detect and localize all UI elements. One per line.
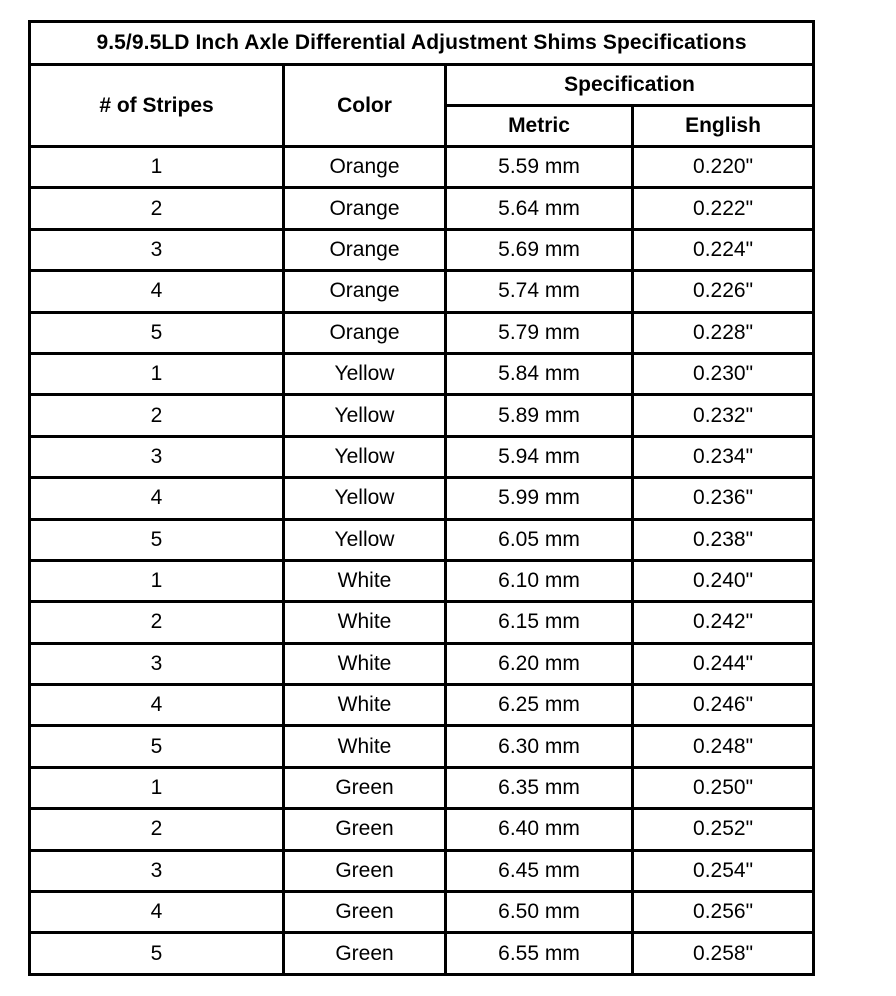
cell-stripes: 3: [30, 436, 284, 477]
table-row: [30, 188, 814, 229]
cell-stripes: 1: [30, 560, 284, 601]
cell-stripes: 3: [30, 229, 284, 270]
cell-english: 0.258": [633, 933, 814, 975]
cell-color: Yellow: [284, 395, 446, 436]
cell-color: Yellow: [284, 353, 446, 394]
cell-english: 0.230": [633, 353, 814, 394]
cell-color: White: [284, 560, 446, 601]
cell-english: 0.222": [633, 188, 814, 229]
cell-metric: 5.94 mm: [446, 436, 633, 477]
table-title: 9.5/9.5LD Inch Axle Differential Adjustment Shims Specifications: [30, 22, 814, 65]
cell-english: 0.224": [633, 229, 814, 270]
cell-metric: 6.45 mm: [446, 850, 633, 891]
cell-stripes: 1: [30, 353, 284, 394]
cell-color: White: [284, 726, 446, 767]
cell-color: Orange: [284, 312, 446, 353]
cell-metric: 5.64 mm: [446, 188, 633, 229]
cell-stripes: 2: [30, 395, 284, 436]
table-body: [30, 147, 814, 975]
table-row: [30, 643, 814, 684]
table-row: [30, 519, 814, 560]
table-row: [30, 602, 814, 643]
cell-stripes: 5: [30, 933, 284, 975]
table-row: [30, 560, 814, 601]
cell-color: Green: [284, 809, 446, 850]
cell-metric: 6.05 mm: [446, 519, 633, 560]
cell-metric: 6.35 mm: [446, 767, 633, 808]
cell-metric: 6.40 mm: [446, 809, 633, 850]
column-header-specification: Specification: [446, 65, 814, 106]
table-row: [30, 850, 814, 891]
cell-color: Orange: [284, 271, 446, 312]
cell-color: White: [284, 602, 446, 643]
cell-metric: 5.74 mm: [446, 271, 633, 312]
cell-color: White: [284, 685, 446, 726]
cell-stripes: 1: [30, 767, 284, 808]
cell-color: Orange: [284, 229, 446, 270]
table-row: [30, 395, 814, 436]
cell-metric: 6.55 mm: [446, 933, 633, 975]
column-header-stripes: # of Stripes: [30, 65, 284, 147]
cell-color: White: [284, 643, 446, 684]
cell-metric: 6.50 mm: [446, 892, 633, 933]
cell-stripes: 2: [30, 602, 284, 643]
cell-stripes: 3: [30, 643, 284, 684]
cell-english: 0.234": [633, 436, 814, 477]
cell-stripes: 1: [30, 147, 284, 188]
cell-stripes: 5: [30, 726, 284, 767]
cell-metric: 5.79 mm: [446, 312, 633, 353]
table-row: [30, 685, 814, 726]
cell-english: 0.252": [633, 809, 814, 850]
cell-color: Yellow: [284, 519, 446, 560]
cell-english: 0.232": [633, 395, 814, 436]
cell-stripes: 5: [30, 312, 284, 353]
table-row: [30, 312, 814, 353]
cell-stripes: 4: [30, 271, 284, 312]
table-row: [30, 767, 814, 808]
cell-stripes: 3: [30, 850, 284, 891]
cell-metric: 6.15 mm: [446, 602, 633, 643]
cell-metric: 5.69 mm: [446, 229, 633, 270]
cell-stripes: 4: [30, 685, 284, 726]
cell-english: 0.240": [633, 560, 814, 601]
column-header-english: English: [633, 106, 814, 147]
table-row: [30, 436, 814, 477]
cell-metric: 6.25 mm: [446, 685, 633, 726]
table-row: [30, 229, 814, 270]
cell-english: 0.242": [633, 602, 814, 643]
cell-metric: 6.10 mm: [446, 560, 633, 601]
cell-color: Orange: [284, 188, 446, 229]
cell-english: 0.254": [633, 850, 814, 891]
cell-english: 0.236": [633, 478, 814, 519]
cell-english: 0.244": [633, 643, 814, 684]
cell-english: 0.246": [633, 685, 814, 726]
cell-metric: 5.84 mm: [446, 353, 633, 394]
cell-stripes: 2: [30, 809, 284, 850]
cell-english: 0.248": [633, 726, 814, 767]
table-row: [30, 271, 814, 312]
table-row: [30, 353, 814, 394]
column-header-color: Color: [284, 65, 446, 147]
cell-english: 0.256": [633, 892, 814, 933]
cell-metric: 5.59 mm: [446, 147, 633, 188]
cell-stripes: 2: [30, 188, 284, 229]
cell-english: 0.220": [633, 147, 814, 188]
cell-english: 0.226": [633, 271, 814, 312]
cell-metric: 5.99 mm: [446, 478, 633, 519]
cell-color: Orange: [284, 147, 446, 188]
cell-color: Yellow: [284, 478, 446, 519]
cell-stripes: 4: [30, 478, 284, 519]
cell-english: 0.250": [633, 767, 814, 808]
cell-english: 0.228": [633, 312, 814, 353]
table-row: [30, 478, 814, 519]
cell-color: Green: [284, 850, 446, 891]
cell-metric: 6.30 mm: [446, 726, 633, 767]
column-header-metric: Metric: [446, 106, 633, 147]
table-row: [30, 726, 814, 767]
cell-english: 0.238": [633, 519, 814, 560]
cell-color: Green: [284, 767, 446, 808]
table-row: [30, 892, 814, 933]
cell-metric: 6.20 mm: [446, 643, 633, 684]
shim-specifications-table: [28, 20, 815, 976]
table-row: [30, 147, 814, 188]
cell-color: Green: [284, 933, 446, 975]
table-row: [30, 933, 814, 975]
cell-color: Yellow: [284, 436, 446, 477]
cell-stripes: 4: [30, 892, 284, 933]
cell-stripes: 5: [30, 519, 284, 560]
cell-color: Green: [284, 892, 446, 933]
table-row: [30, 809, 814, 850]
cell-metric: 5.89 mm: [446, 395, 633, 436]
